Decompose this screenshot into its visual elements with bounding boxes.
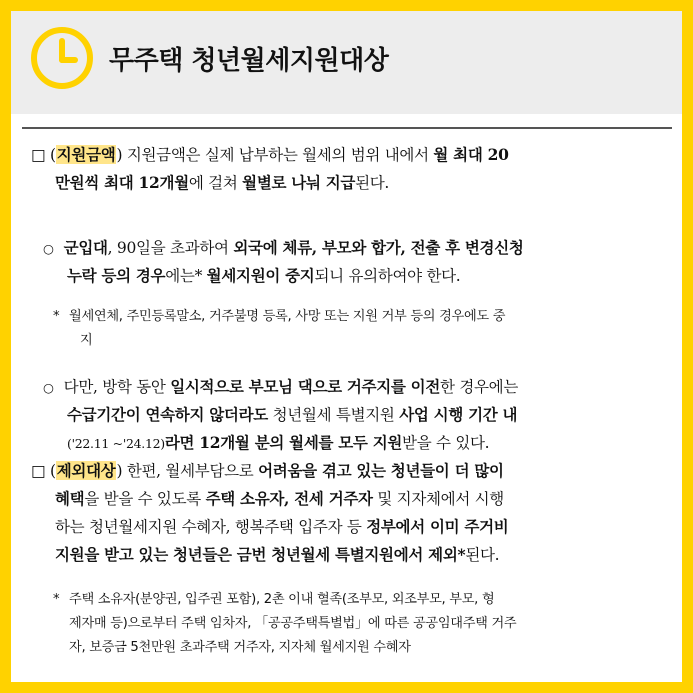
bullet-suspension [43,234,673,290]
bullet-line: ('22.11 ~'24.12)라면 12개월 분의 월세를 모두 지원받을 수 있다. [67,433,490,452]
page-title: 무주택 청년월세지원대상 [109,46,389,76]
section-line: □ (제외대상) 한편, 월세부담으로 어려움을 겪고 있는 청년들이 더 많이 [31,461,504,480]
bullet-vacation [43,373,673,457]
section-line: □ (지원금액) 지원금액은 실제 납부하는 월세의 범위 내에서 월 최대 20 [31,145,509,164]
note-line: 제자매 등)으로부터 주택 임차자, 「공공주택특별법」에 따른 공공임대주택 거주 [69,616,517,631]
section-line: 지원을 받고 있는 청년들은 금번 청년월세 특별지원에서 제외*된다. [55,545,500,564]
document-frame [11,11,682,682]
checkbox-square: □ [31,462,46,480]
asterisk-mark: * [53,592,60,607]
section-tag: 제외대상 [56,461,116,480]
bullet-line: ○ 군입대, 90일을 초과하여 외국에 체류, 부모와 합가, 전출 후 변경신청 [43,234,673,262]
section-line: 혜택을 받을 수 있도록 주택 소유자, 전세 거주자 및 지자체에서 시행 [55,489,504,508]
section-support-amount [31,141,671,197]
section-line: 하는 청년월세지원 수혜자, 행복주택 입주자 등 정부에서 이미 주거비 [55,517,509,536]
document-body [11,11,682,682]
section-line: 만원씩 최대 12개월에 걸쳐 월별로 나눠 지급된다. [55,173,390,192]
bullet-circle: ○ [43,380,54,395]
checkbox-square: □ [31,146,46,164]
bullet-line: 누락 등의 경우에는* 월세지원이 중지되니 유의하여야 한다. [67,266,461,285]
note-line: * 주택 소유자(분양권, 입주권 포함), 2촌 이내 혈족(조부모, 외조부모, 부모, 형 [53,588,673,612]
note-line: 지 [80,333,93,348]
section-exclusion [31,457,671,569]
note-exclusion [53,588,673,660]
period-text: ('22.11 ~'24.12) [67,436,165,451]
note-line: 자, 보증금 5천만원 초과주택 거주자, 지자체 월세지원 수혜자 [69,640,411,655]
bullet-line: 수급기간이 연속하지 않더라도 청년월세 특별지원 사업 시행 기간 내 [67,405,518,424]
section-tag: 지원금액 [56,145,116,164]
bullet-line: ○ 다만, 방학 동안 일시적으로 부모님 댁으로 거주지를 이전한 경우에는 [43,373,673,401]
note-suspension [53,305,673,353]
note-line: * 월세연체, 주민등록말소, 거주불명 등록, 사망 또는 지원 거부 등의 경우에도 중 [53,305,673,329]
bullet-circle: ○ [43,241,54,256]
asterisk-mark: * [53,309,60,324]
